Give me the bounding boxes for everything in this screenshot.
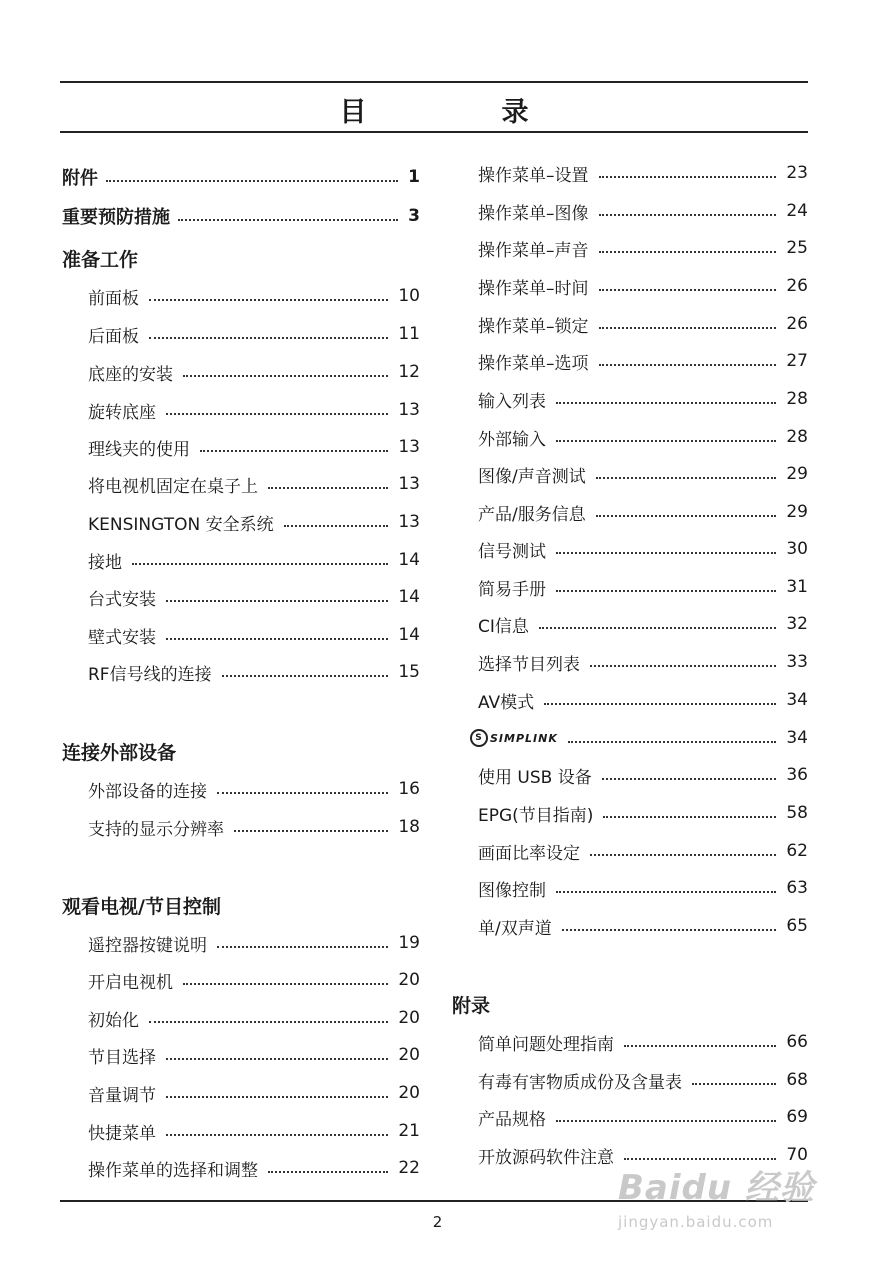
toc-entry[interactable]: 将电视机固定在桌子上 13: [88, 474, 420, 497]
leader-dots: [562, 929, 777, 931]
leader-dots: [268, 487, 388, 489]
leader-dots: [556, 891, 776, 893]
leader-dots: [556, 1120, 776, 1122]
leader-dots: [599, 289, 777, 291]
toc-entry[interactable]: 重要预防措施 3: [62, 206, 420, 228]
leader-dots: [539, 627, 776, 629]
leader-dots: [106, 180, 398, 182]
leader-dots: [590, 665, 776, 667]
toc-entry[interactable]: EPG(节目指南) 58: [478, 803, 808, 826]
toc-entry[interactable]: 有毒有害物质成份及含量表 68: [478, 1070, 808, 1093]
leader-dots: [556, 552, 776, 554]
toc-entry[interactable]: 后面板 11: [88, 324, 420, 347]
toc-entry[interactable]: 简易手册 31: [478, 577, 808, 600]
leader-dots: [166, 1096, 388, 1098]
toc-entry[interactable]: AV模式 34: [478, 690, 808, 713]
toc-entry[interactable]: 旋转底座 13: [88, 400, 420, 423]
toc-entry[interactable]: 操作菜单–图像 24: [478, 201, 808, 224]
toc-entry[interactable]: 支持的显示分辨率 18: [88, 817, 420, 840]
simplink-ring-icon: S: [470, 729, 488, 747]
leader-dots: [556, 402, 776, 404]
leader-dots: [149, 337, 388, 339]
toc-entry[interactable]: 附件 1: [62, 167, 420, 189]
simplink-logo: S SIMPLINK: [470, 729, 558, 747]
leader-dots: [599, 176, 777, 178]
toc-entry[interactable]: CI信息 32: [478, 614, 808, 637]
toc-entry[interactable]: 输入列表 28: [478, 389, 808, 412]
toc-entry[interactable]: 图像控制 63: [478, 878, 808, 901]
leader-dots: [222, 675, 389, 677]
page-title: 目 录: [339, 97, 583, 128]
toc-entry[interactable]: 开启电视机 20: [88, 970, 420, 993]
leader-dots: [596, 515, 777, 517]
leader-dots: [568, 741, 777, 743]
toc-entry[interactable]: 前面板 10: [88, 286, 420, 309]
toc-entry[interactable]: 底座的安装 12: [88, 362, 420, 385]
toc-entry[interactable]: 壁式安装 14: [88, 625, 420, 648]
leader-dots: [183, 983, 388, 985]
toc-entry[interactable]: 操作菜单–设置 23: [478, 163, 808, 186]
leader-dots: [166, 413, 388, 415]
leader-dots: [200, 450, 388, 452]
toc-entry[interactable]: 使用 USB 设备 36: [478, 765, 808, 788]
leader-dots: [166, 600, 388, 602]
leader-dots: [234, 830, 388, 832]
leader-dots: [544, 703, 776, 705]
toc-entry[interactable]: 遥控器按键说明 19: [88, 933, 420, 956]
leader-dots: [149, 299, 388, 301]
toc-entry[interactable]: 操作菜单–声音 25: [478, 238, 808, 261]
leader-dots: [599, 327, 777, 329]
toc-entry[interactable]: 操作菜单的选择和调整 22: [88, 1158, 420, 1181]
leader-dots: [178, 219, 398, 221]
toc-entry[interactable]: 接地 14: [88, 550, 420, 573]
toc-entry[interactable]: 初始化 20: [88, 1008, 420, 1031]
toc-entry[interactable]: 节目选择 20: [88, 1045, 420, 1068]
toc-entry[interactable]: 台式安装 14: [88, 587, 420, 610]
section-heading: 附录: [452, 995, 491, 1017]
toc-entry[interactable]: 产品/服务信息 29: [478, 502, 808, 525]
toc-entry[interactable]: 选择节目列表 33: [478, 652, 808, 675]
leader-dots: [132, 563, 388, 565]
toc-entry[interactable]: 信号测试 30: [478, 539, 808, 562]
leader-dots: [217, 792, 388, 794]
leader-dots: [602, 778, 777, 780]
toc-entry[interactable]: 外部设备的连接 16: [88, 779, 420, 802]
toc-entry[interactable]: 画面比率设定 62: [478, 841, 808, 864]
leader-dots: [183, 375, 388, 377]
watermark-brand: Baidu 经验: [618, 1168, 815, 1208]
toc-entry[interactable]: 操作菜单–时间 26: [478, 276, 808, 299]
leader-dots: [599, 214, 777, 216]
leader-dots: [603, 816, 776, 818]
leader-dots: [217, 946, 388, 948]
page-number: 2: [432, 1213, 443, 1231]
toc-entry-simplink[interactable]: S SIMPLINK 34: [452, 723, 808, 753]
toc-entry[interactable]: 单/双声道 65: [478, 916, 808, 939]
title-rule: [60, 131, 808, 133]
leader-dots: [599, 364, 777, 366]
leader-dots: [166, 1134, 388, 1136]
toc-entry[interactable]: 理线夹的使用 13: [88, 437, 420, 460]
toc-entry[interactable]: 操作菜单–选项 27: [478, 351, 808, 374]
leader-dots: [268, 1171, 388, 1173]
leader-dots: [556, 440, 776, 442]
leader-dots: [599, 251, 777, 253]
section-heading: 准备工作: [62, 249, 139, 271]
toc-entry[interactable]: 图像/声音测试 29: [478, 464, 808, 487]
top-rule: [60, 81, 808, 83]
toc-entry[interactable]: RF信号线的连接 15: [88, 662, 420, 685]
toc-entry[interactable]: 简单问题处理指南 66: [478, 1032, 808, 1055]
toc-entry[interactable]: 操作菜单–锁定 26: [478, 314, 808, 337]
leader-dots: [624, 1045, 776, 1047]
toc-entry[interactable]: 外部输入 28: [478, 427, 808, 450]
baidu-watermark: [618, 1160, 828, 1240]
toc-entry[interactable]: 开放源码软件注意 70: [478, 1145, 808, 1168]
leader-dots: [166, 1058, 388, 1060]
watermark-url: jingyan.baidu.com: [618, 1213, 774, 1231]
leader-dots: [590, 854, 776, 856]
leader-dots: [284, 525, 389, 527]
toc-entry[interactable]: 产品规格 69: [478, 1107, 808, 1130]
section-heading: 观看电视/节目控制: [62, 896, 221, 918]
leader-dots: [692, 1083, 776, 1085]
leader-dots: [596, 477, 777, 479]
toc-entry[interactable]: 快捷菜单 21: [88, 1121, 420, 1144]
leader-dots: [556, 590, 776, 592]
toc-entry[interactable]: KENSINGTON 安全系统 13: [88, 512, 420, 535]
toc-entry[interactable]: 音量调节 20: [88, 1083, 420, 1106]
leader-dots: [166, 638, 388, 640]
leader-dots: [149, 1021, 388, 1023]
section-heading: 连接外部设备: [62, 742, 177, 764]
